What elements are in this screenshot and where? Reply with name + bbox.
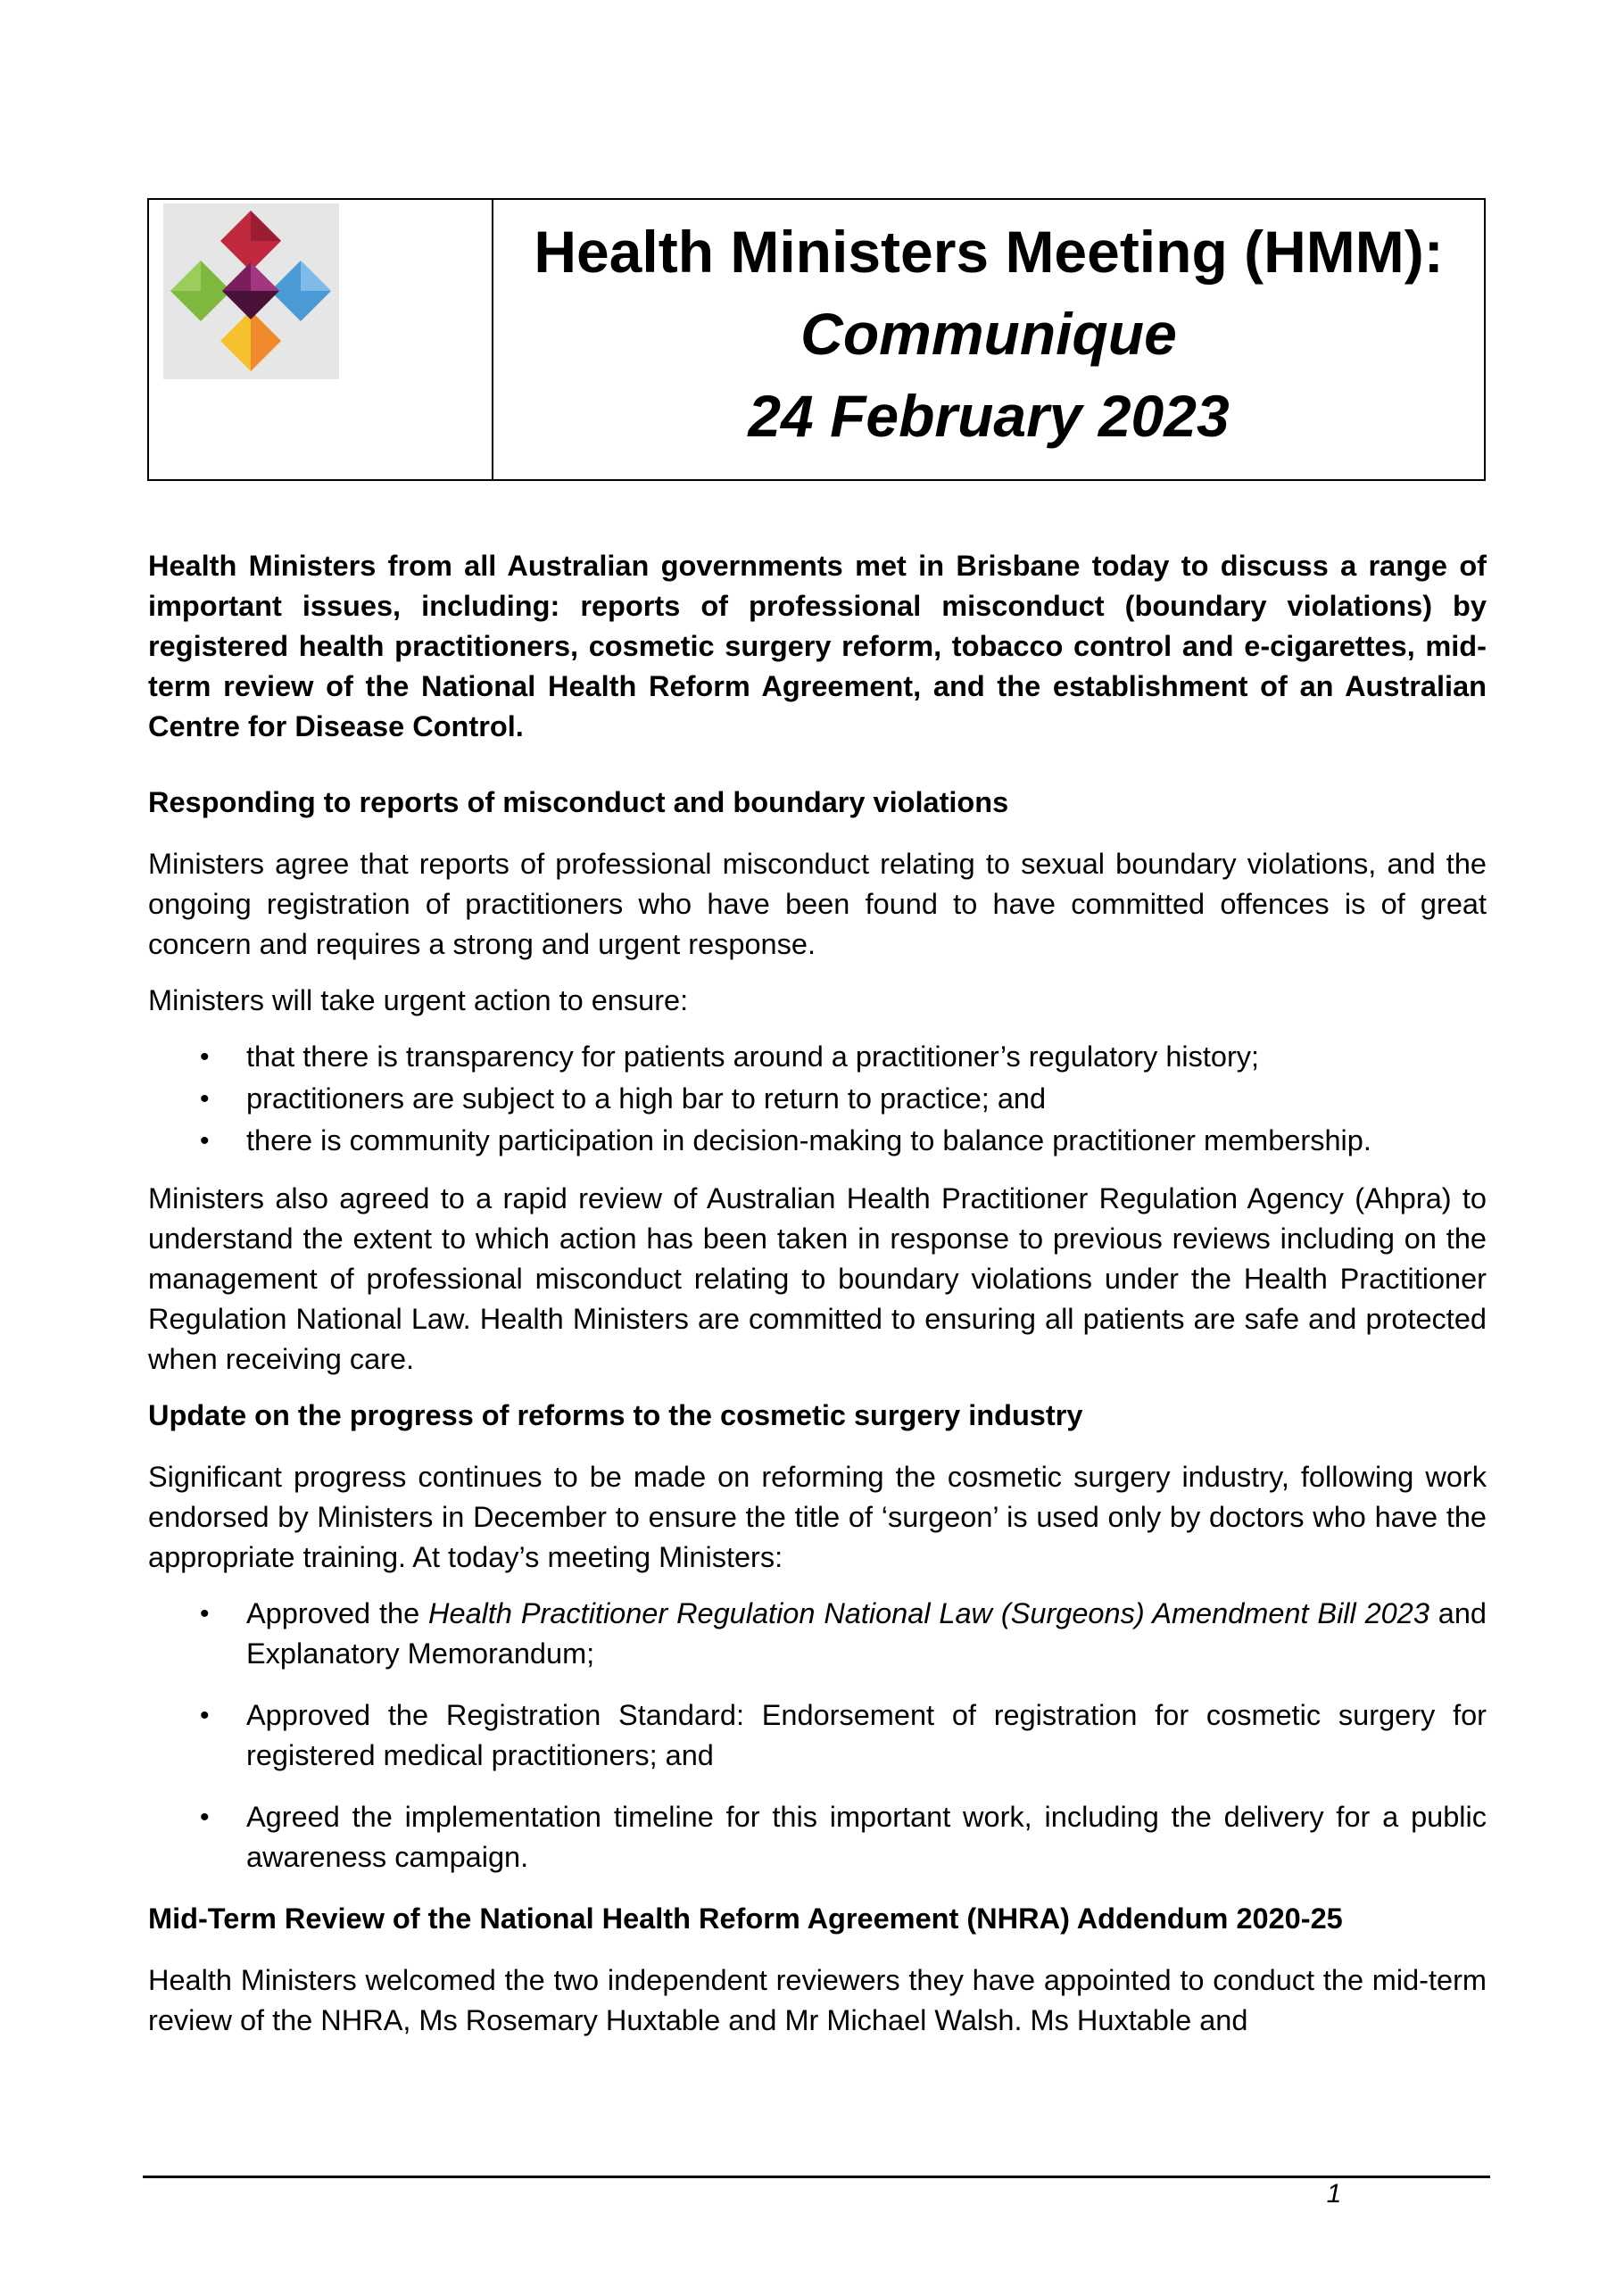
document-body (148, 546, 1487, 2057)
list-item-text: practitioners are subject to a high bar to return to practice; and (246, 1082, 1047, 1115)
health-ministers-logo-icon (163, 203, 339, 379)
list-item-text-suffix: and Explanatory Memorandum; (246, 1597, 1487, 1670)
list-item (148, 1695, 1487, 1776)
list-item-text: Approved the Registration Standard: Endorsement of registration for cosmetic surgery for registered medical practitioners; and (246, 1699, 1487, 1771)
bullet-icon: • (200, 1126, 210, 1156)
list-item (148, 1037, 1487, 1077)
bullet-icon: • (200, 1701, 210, 1730)
section-heading-misconduct: Responding to reports of misconduct and boundary violations (148, 786, 1009, 818)
bullet-icon: • (200, 1803, 210, 1832)
list-item-text-prefix: Approved the (246, 1597, 429, 1629)
bill-title: Health Practitioner Regulation National Law (Surgeons) Amendment Bill 2023 (428, 1597, 1429, 1629)
section-heading-cosmetic-surgery: Update on the progress of reforms to the cosmetic surgery industry (148, 1399, 1083, 1431)
list-item (148, 1079, 1487, 1119)
bullet-icon: • (200, 1599, 210, 1629)
list-item (148, 1797, 1487, 1877)
list-item-text: there is community participation in decision-making to balance practitioner membership. (246, 1124, 1371, 1156)
paragraph: Ministers agree that reports of professional misconduct relating to sexual boundary violations, and the ongoing registration of practitioners who have been found to have committed offences is of great concern and requires a strong and urgent response. (148, 848, 1487, 960)
title-cell (493, 200, 1484, 479)
list-item (148, 1594, 1487, 1674)
lead-paragraph: Health Ministers from all Australian governments met in Brisbane today to discuss a range of important issues, including: reports of professional misconduct (boundary violations) by registered health practitioners, cosmetic surgery reform, tobacco control and e-cigarettes, mid-term review of the National Health Reform Agreement, and the establishment of an Australian Centre for Disease Control. (148, 550, 1487, 742)
bullet-icon: • (200, 1042, 210, 1072)
header-box (147, 198, 1486, 481)
footer-divider (143, 2176, 1490, 2178)
bullet-list (148, 1594, 1487, 1877)
bullet-list (148, 1037, 1487, 1161)
paragraph: Health Ministers welcomed the two independent reviewers they have appointed to conduct the mid-term review of the NHRA, Ms Rosemary Huxtable and Mr Michael Walsh. Ms Huxtable and (148, 1964, 1487, 2036)
paragraph: Ministers also agreed to a rapid review of Australian Health Practitioner Regulation Agency (Ahpra) to understand the extent to which action has been taken in response to previous reviews including on the management of professional misconduct relating to boundary violations under the Health Practitioner Regulation National Law. Health Ministers are committed to ensuring all patients are safe and protected when receiving care. (148, 1182, 1487, 1375)
document-type: Communique (800, 301, 1177, 367)
logo-cell (149, 200, 493, 479)
list-item (148, 1121, 1487, 1161)
page-number: 1 (1326, 2179, 1342, 2209)
section-heading-nhra-review: Mid-Term Review of the National Health Reform Agreement (NHRA) Addendum 2020-25 (148, 1902, 1343, 1935)
list-item-text: Agreed the implementation timeline for this important work, including the delivery for a public awareness campaign. (246, 1801, 1487, 1873)
list-item-text: that there is transparency for patients around a practitioner’s regulatory history; (246, 1040, 1260, 1073)
document-date: 24 February 2023 (748, 383, 1230, 449)
document-title: Health Ministers Meeting (HMM): (534, 219, 1444, 285)
paragraph: Ministers will take urgent action to ensure: (148, 984, 689, 1016)
bullet-icon: • (200, 1084, 210, 1114)
paragraph: Significant progress continues to be made on reforming the cosmetic surgery industry, following work endorsed by Ministers in December to ensure the title of ‘surgeon’ is used only by doctors who have the appropriate training. At today’s meeting Ministers: (148, 1461, 1487, 1573)
